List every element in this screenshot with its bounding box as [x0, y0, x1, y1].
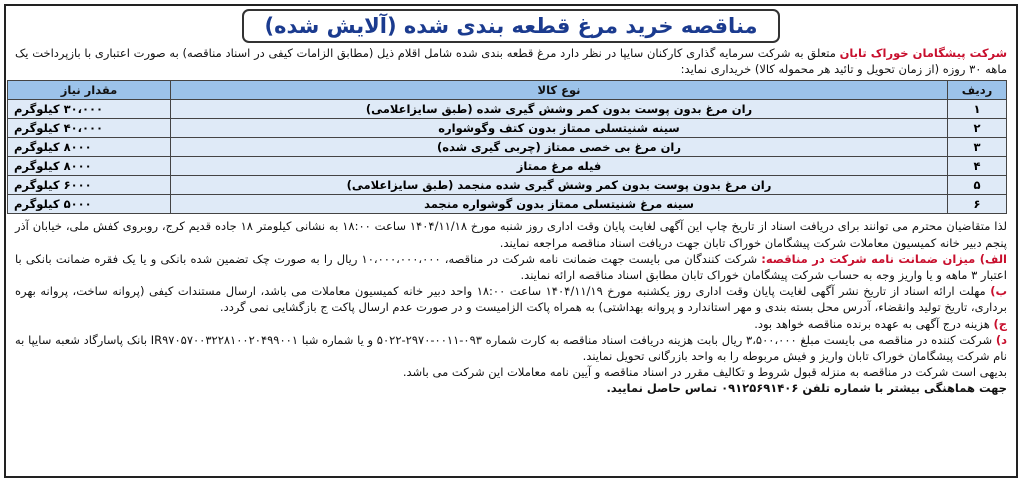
header-quantity: مقدار نیاز	[8, 81, 171, 100]
clause-jim	[15, 316, 1007, 332]
row-quantity: ۸۰۰۰ کیلوگرم	[8, 138, 171, 157]
header-item: نوع کالا	[171, 81, 948, 100]
page-title: مناقصه خرید مرغ قطعه بندی شده (آلایش شده)	[242, 9, 779, 43]
header-row-number: ردیف	[948, 81, 1007, 100]
row-item: فیله مرغ ممتاز	[171, 157, 948, 176]
contact-paragraph: جهت هماهنگی بیشتر با شماره تلفن ۰۹۱۲۵۶۹۱۴۰۶ تماس حاصل نمایید.	[606, 381, 1007, 396]
note-paragraph: بدیهی است شرکت در مناقصه به منزله قبول شروط و تکالیف مقرر در اسناد مناقصه و آیین نامه معاملات این شرکت می باشد.	[402, 365, 1007, 380]
intro-paragraph	[15, 45, 1007, 77]
clause-be	[15, 283, 1007, 315]
clause-dal-label: د)	[995, 332, 1007, 347]
row-number: ۶	[948, 195, 1007, 214]
row-item: ران مرغ بدون پوست بدون کمر وشش گیری شده منجمد (طبق سایزاعلامی)	[171, 176, 948, 195]
clause-alef-text: شرکت کنندگان می بایست جهت ضمانت نامه شرکت در مناقصه، ۱۰،۰۰۰،۰۰۰،۰۰۰ ریال را به صورت چک تضمین شده بانکی و یا یک فقره ضمانت بانکی با اعتبار ۳ ماهه و یا واریز وجه به حساب شرکت پیشگامان خوراک تابان مطابق اسناد مناقصه ارائه نمایند.	[15, 251, 1007, 283]
row-quantity: ۸۰۰۰ کیلوگرم	[8, 157, 171, 176]
table-row	[8, 195, 1007, 214]
table-row	[8, 138, 1007, 157]
company-name: شرکت پیشگامان خوراک تابان	[839, 46, 1008, 60]
row-item: سینه مرغ شنیتسلی ممتاز بدون گوشواره منجمد	[171, 195, 948, 214]
row-quantity: ۵۰۰۰ کیلوگرم	[8, 195, 171, 214]
table-row	[8, 157, 1007, 176]
row-number: ۵	[948, 176, 1007, 195]
clause-jim-label: ج)	[993, 316, 1007, 331]
row-number: ۱	[948, 100, 1007, 119]
row-quantity: ۶۰۰۰ کیلوگرم	[8, 176, 171, 195]
clause-alef-label: الف) میزان ضمانت نامه شرکت در مناقصه:	[761, 251, 1007, 266]
clause-be-text: مهلت ارائه اسناد از تاریخ نشر آگهی لغایت پایان وقت اداری روز یکشنبه مورخ ۱۴۰۴/۱۱/۱۹ ساعت ۱۸:۰۰ واحد دبیر خانه کمیسیون معاملات می باشد، ارسال مستندات کیفی (پروانه ساخت، پروانه بهره برداری، تاریخ تولید وانقضاء، آدرس محل بسته بندی و مهر استاندارد و پروانه بهداشتی) به همراه پاکت الزامیست و در صورت عدم ارسال پاکت ج بازگشایی نمی گردد.	[15, 284, 1007, 315]
title-wrap	[15, 9, 1007, 45]
table-row	[8, 176, 1007, 195]
clause-be-label: ب)	[990, 284, 1008, 299]
row-number: ۳	[948, 138, 1007, 157]
row-number: ۴	[948, 157, 1007, 176]
table-row	[8, 100, 1007, 119]
row-item: سینه شنیتسلی ممتاز بدون کتف وگوشواره	[171, 119, 948, 138]
submission-paragraph: لذا متقاضیان محترم می توانند برای دریافت اسناد از تاریخ چاپ این آگهی لغایت پایان وقت اداری روز شنبه مورخ ۱۴۰۴/۱۱/۱۸ ساعت ۱۸:۰۰ به نشانی کیلومتر ۱۸ جاده قدیم کرج، روبروی کفش ملی، خیابان آذر پنجم دبیر خانه کمیسیون معاملات شرکت پیشگامان خوراک تابان جهت دریافت اسناد مناقصه مراجعه نمایند.	[15, 219, 1008, 250]
clause-alef	[15, 251, 1007, 283]
clause-jim-text: هزینه درج آگهی به عهده برنده مناقصه خواهد بود.	[754, 316, 994, 331]
items-table	[7, 80, 1007, 214]
row-number: ۲	[948, 119, 1007, 138]
clause-dal	[15, 332, 1007, 364]
clause-dal-text: شرکت کننده در مناقصه می بایست مبلغ ۳،۵۰۰،۰۰۰ ریال بابت هزینه دریافت اسناد مناقصه به کارت شماره ۰۹۳-۰۰۱۱-۲۹۷۰-۵۰۲۲ و یا شماره شبا IR۹۷۰۵۷۰۰۳۲۲۸۱۰۰۲۰۴۹۹۰۰۱ بانک پاسارگاد شعبه سایپا به نام شرکت پیشگامان خوراک تابان واریز و فیش مربوطه را به واحد بازرگانی تحویل نمایند.	[15, 332, 1007, 364]
tender-advertisement	[4, 4, 1018, 478]
row-quantity: ۴۰،۰۰۰ کیلوگرم	[8, 119, 171, 138]
row-item: ران مرغ بدون پوست بدون کمر وشش گیری شده (طبق سایزاعلامی)	[171, 100, 948, 119]
table-header-row	[8, 81, 1007, 100]
row-quantity: ۳۰،۰۰۰ کیلوگرم	[8, 100, 171, 119]
table-row	[8, 119, 1007, 138]
row-item: ران مرغ بی خصی ممتاز (چربی گیری شده)	[171, 138, 948, 157]
intro-text: متعلق به شرکت سرمایه گذاری کارکنان سایپا در نظر دارد مرغ قطعه بندی شده شامل اقلام ذیل (مطابق الزامات کیفی در اسناد مناقصه) به صورت اعتباری با بازپرداخت یک ماهه ۳۰ روزه (از زمان تحویل و تائید هر محموله کالا) خریداری نماید:	[15, 46, 1007, 77]
